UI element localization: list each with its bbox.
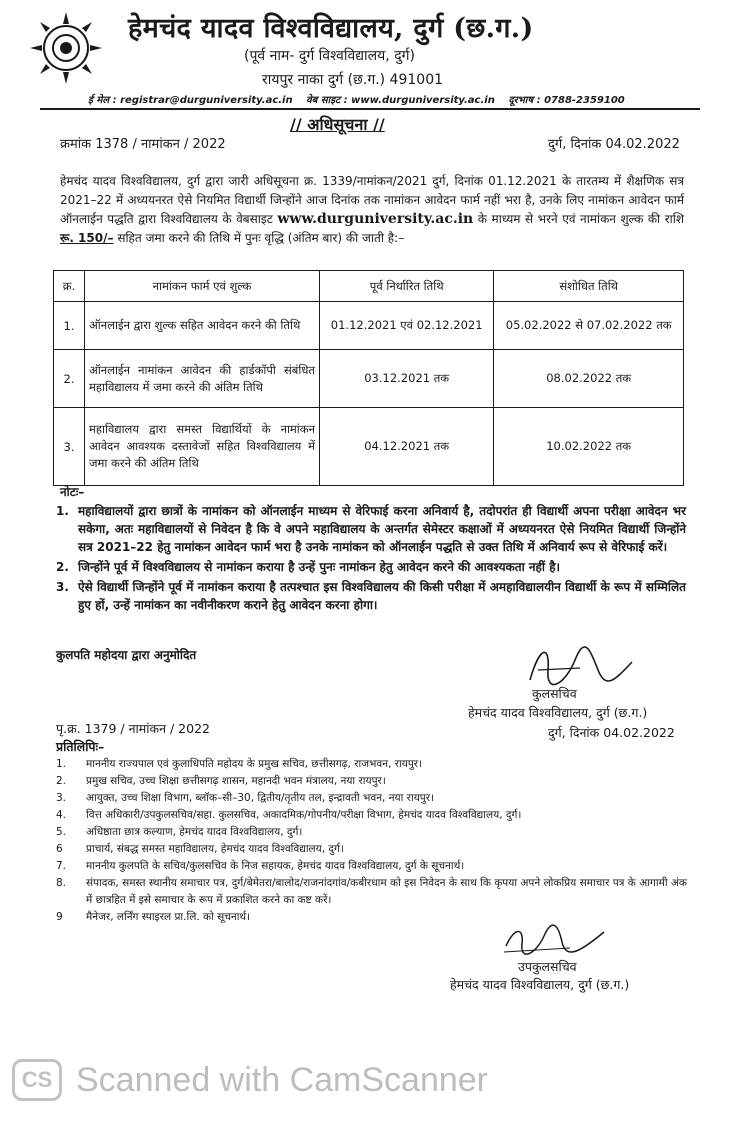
approval-text: कुलपति महोदया द्वारा अनुमोदित [56, 648, 197, 662]
cc-text: अधिष्ठाता छात्र कल्याण, हेमचंद यादव विश्वविद्यालय, दुर्ग। [86, 826, 303, 838]
notice-date: दुर्ग, दिनांक 04.02.2022 [548, 137, 680, 152]
row-num: 3. [54, 408, 85, 486]
cc-num: 9 [56, 911, 63, 923]
note-num: 2. [56, 560, 69, 574]
note-num: 3. [56, 580, 69, 594]
row-desc: ऑनलाईन नामांकन आवेदन की हार्डकॉपी संबंधित महाविद्यालय में जमा करने की अंतिम तिथि [85, 350, 320, 408]
cc-num: 5. [56, 826, 67, 838]
fee-amount: रू. 150/– [60, 231, 114, 245]
notice-heading: // अधिसूचना // [290, 115, 385, 134]
cc-text: संपादक, समस्त स्थानीय समाचार पत्र, दुर्ग/बेमेतरा/बालोद/राजनांदगांव/कबीरधाम को इस निवेदन के साथ कि कृपया अपने लोकप्रिय समाचार पत्र के आगामी अंक में छात्रहित में इसे समाचार के रूप में प्रकाशित करने का कष्ट करें। [86, 877, 687, 906]
cc-num: 6 [56, 843, 63, 855]
notice-body-part3: सहित जमा करने की तिथि में पुनः वृद्धि (अंतिम बार) की जाती है:– [117, 231, 405, 245]
camscanner-logo-icon: CS [12, 1059, 62, 1101]
table-row [54, 350, 684, 408]
contact-line [88, 92, 688, 106]
col-header-desc: नामांकन फार्म एवं शुल्क [85, 271, 320, 302]
cc-text: माननीय राज्यपाल एवं कुलाधिपति महोदय के प्रमुख सचिव, छत्तीसगढ़, राजभवन, रायपुर। [86, 758, 423, 770]
deputy-org: हेमचंद यादव विश्वविद्यालय, दुर्ग (छ.ग.) [450, 977, 630, 992]
deputy-title: उपकुलसचिव [518, 959, 577, 974]
notice-ref: क्रमांक 1378 / नामांकन / 2022 [60, 137, 226, 152]
cc-text: प्राचार्य, संबद्ध समस्त महाविद्यालय, हेमचंद यादव विश्वविद्यालय, दुर्ग। [86, 843, 344, 855]
note-text: ऐसे विद्यार्थी जिन्होंने पूर्व में नामांकन कराया है तत्पश्चात इस विश्वविद्यालय की किसी परीक्षा में अमहाविद्यालयीन विद्यार्थी के रूप में सम्मिलित हुए हों, उन्हें नामांकन का नवीनीकरण कराने हेतु आवेदन करना होगा। [78, 580, 686, 612]
camscanner-watermark [12, 1058, 488, 1102]
list-item [56, 756, 696, 773]
cc-num: 8. [56, 877, 67, 889]
notice-body-part2: के माध्यम से भरने एवं नामांकन शुल्क की राशि [477, 212, 684, 226]
email-text: ई मेल : registrar@durguniversity.ac.in [88, 95, 293, 106]
notes-label: नोटः– [60, 485, 85, 499]
list-item [56, 858, 696, 875]
watermark-text: Scanned with CamScanner [76, 1060, 489, 1099]
row-prev-date: 04.12.2021 तक [320, 408, 494, 486]
phone-text: दूरभाष : 0788-2359100 [508, 95, 625, 106]
deputy-registrar-signature [500, 918, 610, 958]
list-item [56, 578, 686, 614]
cc-text: आयुक्त, उच्च शिक्षा विभाग, ब्लॉक–सी–30, द्वितीय/तृतीय तल, इन्द्रावती भवन, नया रायपुर। [86, 792, 435, 804]
cc-num: 2. [56, 775, 67, 787]
list-item [56, 841, 696, 858]
cc-text: वित्त अधिकारी/उपकुलसचिव/सहा. कुलसचिव, अकादमिक/गोपनीय/परीक्षा विभाग, हेमचंद यादव विश्वविद्यालय, दुर्ग। [86, 809, 522, 821]
copy-date: दुर्ग, दिनांक 04.02.2022 [548, 725, 675, 740]
list-item [56, 807, 696, 824]
copy-ref: पृ.क्र. 1379 / नामांकन / 2022 [56, 721, 210, 736]
notice-body [60, 172, 684, 248]
row-num: 2. [54, 350, 85, 408]
list-item [56, 790, 696, 807]
notes-list [56, 502, 686, 616]
note-text: जिन्होंने पूर्व में विश्वविद्यालय से नामांकन कराया है उन्हें पुनः नामांकन हेतु आवेदन करने की आवश्यकता नहीं है। [78, 560, 561, 574]
former-name: (पूर्व नाम- दुर्ग विश्वविद्यालय, दुर्ग) [244, 48, 415, 64]
website-text: वेब साइट : www.durguniversity.ac.in [306, 95, 495, 106]
cc-num: 1. [56, 758, 67, 770]
university-name: हेमचंद यादव विश्वविद्यालय, दुर्ग (छ.ग.) [128, 13, 534, 44]
col-header-num: क्र. [54, 271, 85, 302]
list-item [56, 502, 686, 556]
list-item [56, 875, 696, 909]
table-row [54, 302, 684, 350]
notice-body-part1: हेमचंद यादव विश्वविद्यालय, दुर्ग द्वारा जारी अधिसूचना क्र. 1339/नामांकन/2021 दुर्ग, दिनांक 01.12.2021 के तारतम्य में शैक्षणिक सत्र 2021–22 में अध्ययनरत ऐसे नियमित विद्यार्थी जिन्होंने आज दिनांक तक नामांकन आवेदन फार्म नहीं भरा है, उनके लिए नामांकन आवेदन फार्म ऑनलाईन पद्धति द्वारा विश्वविद्यालय के वेबसाइट [60, 174, 684, 226]
row-revised-date: 05.02.2022 से 07.02.2022 तक [494, 302, 684, 350]
list-item [56, 824, 696, 841]
cc-text: प्रमुख सचिव, उच्च शिक्षा छत्तीसगढ़ शासन, महानदी भवन मंत्रालय, नया रायपुर। [86, 775, 386, 787]
row-desc: ऑनलाईन द्वारा शुल्क सहित आवेदन करने की तिथि [85, 302, 320, 350]
copy-label: प्रतिलिपिः– [56, 739, 105, 754]
row-prev-date: 03.12.2021 तक [320, 350, 494, 408]
registrar-org: हेमचंद यादव विश्वविद्यालय, दुर्ग (छ.ग.) [468, 705, 648, 720]
row-prev-date: 01.12.2021 एवं 02.12.2021 [320, 302, 494, 350]
website-bold: www.durguniversity.ac.in [277, 211, 474, 227]
cc-num: 7. [56, 860, 67, 872]
registrar-signature [520, 640, 640, 690]
row-revised-date: 08.02.2022 तक [494, 350, 684, 408]
note-text: महाविद्यालयों द्वारा छात्रों के नामांकन को ऑनलाईन माध्यम से वेरिफाई करना अनिवार्य है, तदोपरांत ही विद्यार्थी अपना परीक्षा आवेदन भर सकेगा, अतः महाविद्यालयों से निवेदन है कि वे अपने महाविद्यालय के अन्तर्गत सेमेस्टर कक्षाओं में अध्ययनरत ऐसे नियमित विद्यार्थी जिन्होंने सत्र 2021–22 हेतु नामांकन आवेदन फार्म भरा है उनके नामांकन को ऑनलाईन पद्धति से उक्त तिथि में अनिवार्य रूप से वेरिफाई करें। [78, 504, 686, 554]
row-desc: महाविद्यालय द्वारा समस्त विद्यार्थियों के नामांकन आवेदन आवश्यक दस्तावेजों सहित विश्वविद्यालय में जमा करने की अंतिम तिथि [85, 408, 320, 486]
cc-num: 4. [56, 809, 67, 821]
schedule-table [53, 270, 684, 486]
table-row [54, 408, 684, 486]
cc-text: मैनेजर, लर्निंग स्पाइरल प्रा.लि. को सूचनार्थ। [86, 911, 251, 923]
list-item [56, 773, 696, 790]
university-address: रायपुर नाका दुर्ग (छ.ग.) 491001 [262, 72, 444, 88]
col-header-revised-date: संशोधित तिथि [494, 271, 684, 302]
table-header-row [54, 271, 684, 302]
copy-list [56, 756, 696, 926]
row-num: 1. [54, 302, 85, 350]
note-num: 1. [56, 504, 69, 518]
cc-text: माननीय कुलपति के सचिव/कुलसचिव के निज सहायक, हेमचंद यादव विश्वविद्यालय, दुर्ग के सूचनार्थ। [86, 860, 465, 872]
cc-num: 3. [56, 792, 67, 804]
row-revised-date: 10.02.2022 तक [494, 408, 684, 486]
header-divider [40, 108, 700, 110]
col-header-prev-date: पूर्व निर्धारित तिथि [320, 271, 494, 302]
university-emblem-icon [28, 10, 104, 86]
list-item [56, 558, 686, 576]
registrar-title: कुलसचिव [532, 686, 577, 701]
